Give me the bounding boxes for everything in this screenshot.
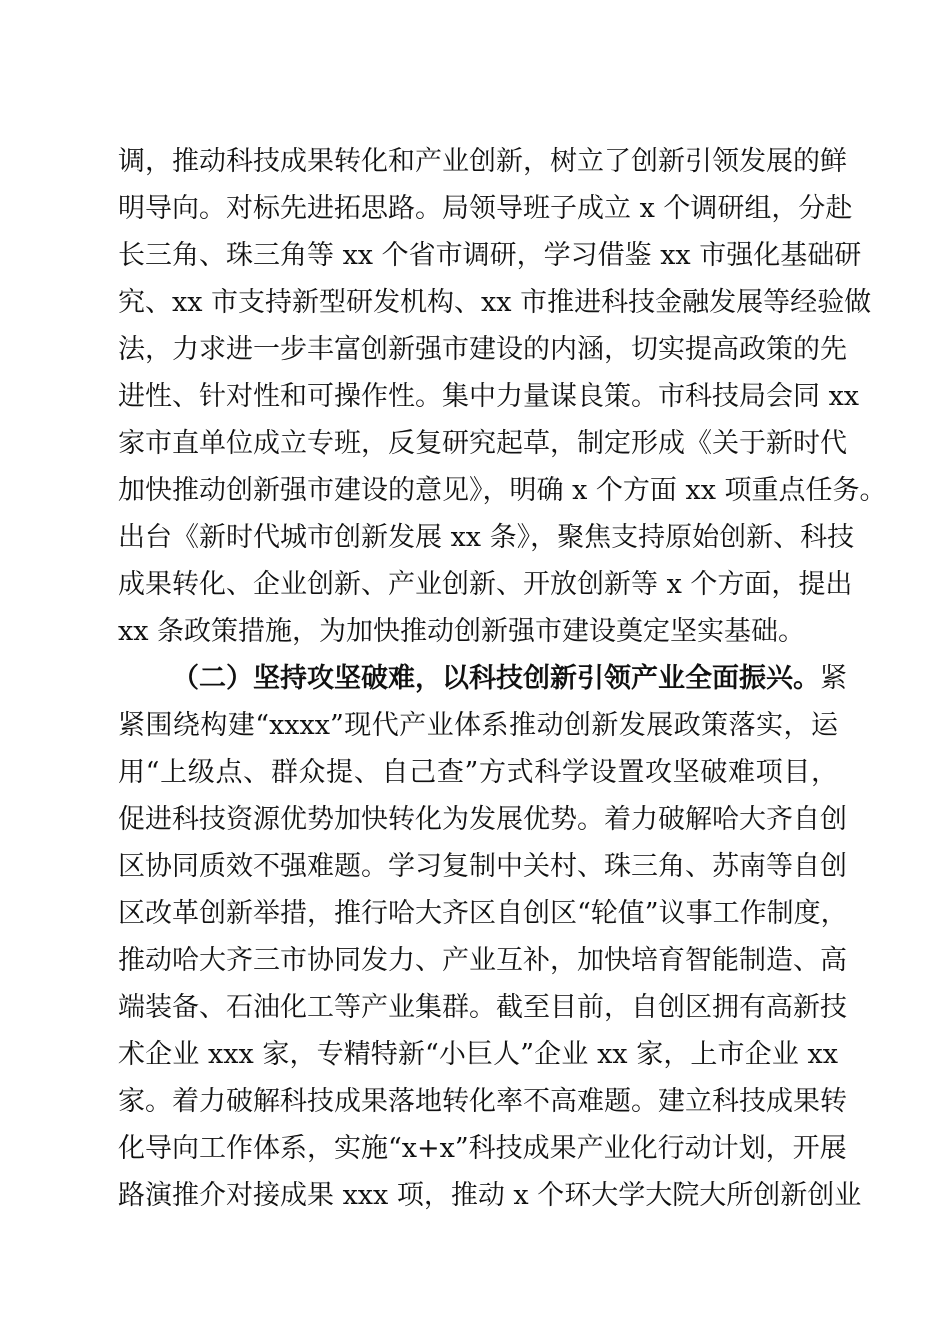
- section-heading-tail: 紧: [820, 663, 847, 694]
- text-line: 成果转化、企业创新、产业创新、开放创新等 x 个方面，提出: [118, 569, 853, 600]
- section-heading-line: [172, 659, 847, 699]
- text-line: 推动哈大齐三市协同发力、产业互补，加快培育智能制造、高: [118, 945, 847, 976]
- text-line: 长三角、珠三角等 xx 个省市调研，学习借鉴 xx 市强化基础研: [118, 240, 862, 271]
- text-line: 调，推动科技成果转化和产业创新，树立了创新引领发展的鲜: [118, 146, 847, 177]
- text-line: 术企业 xxx 家，专精特新“小巨人”企业 xx 家，上市企业 xx: [118, 1039, 838, 1070]
- text-line: 区改革创新举措，推行哈大齐区自创区“轮值”议事工作制度，: [118, 898, 848, 929]
- text-line: 紧围绕构建“xxxx”现代产业体系推动创新发展政策落实，运: [118, 710, 838, 741]
- text-line: 明导向。对标先进拓思路。局领导班子成立 x 个调研组，分赴: [118, 193, 853, 224]
- text-line: 出台《新时代城市创新发展 xx 条》，聚焦支持原始创新、科技: [118, 522, 855, 553]
- text-line: 区协同质效不强难题。学习复制中关村、珠三角、苏南等自创: [118, 851, 847, 882]
- text-line: 化导向工作体系，实施“x+x”科技成果产业化行动计划，开展: [118, 1133, 847, 1164]
- text-line: 端装备、石油化工等产业集群。截至目前，自创区拥有高新技: [118, 992, 847, 1023]
- text-line: 究、xx 市支持新型研发机构、xx 市推进科技金融发展等经验做: [118, 287, 872, 318]
- text-line: 家。着力破解科技成果落地转化率不高难题。建立科技成果转: [118, 1086, 847, 1117]
- text-line: 用“上级点、群众提、自己查”方式科学设置攻坚破难项目，: [118, 757, 838, 788]
- text-line: xx 条政策措施，为加快推动创新强市建设奠定坚实基础。: [118, 616, 806, 647]
- text-line: 进性、针对性和可操作性。集中力量谋良策。市科技局会同 xx: [118, 381, 860, 412]
- text-line: 加快推动创新强市建设的意见》，明确 x 个方面 xx 项重点任务。: [118, 475, 887, 506]
- text-line: 路演推介对接成果 xxx 项，推动 x 个环大学大院大所创新创业: [118, 1180, 862, 1211]
- section-heading: （二）坚持攻坚破难，以科技创新引领产业全面振兴。: [172, 663, 820, 694]
- text-line: 促进科技资源优势加快转化为发展优势。着力破解哈大齐自创: [118, 804, 847, 835]
- text-line: 家市直单位成立专班，反复研究起草，制定形成《关于新时代: [118, 428, 847, 459]
- text-line: 法，力求进一步丰富创新强市建设的内涵，切实提高政策的先: [118, 334, 847, 365]
